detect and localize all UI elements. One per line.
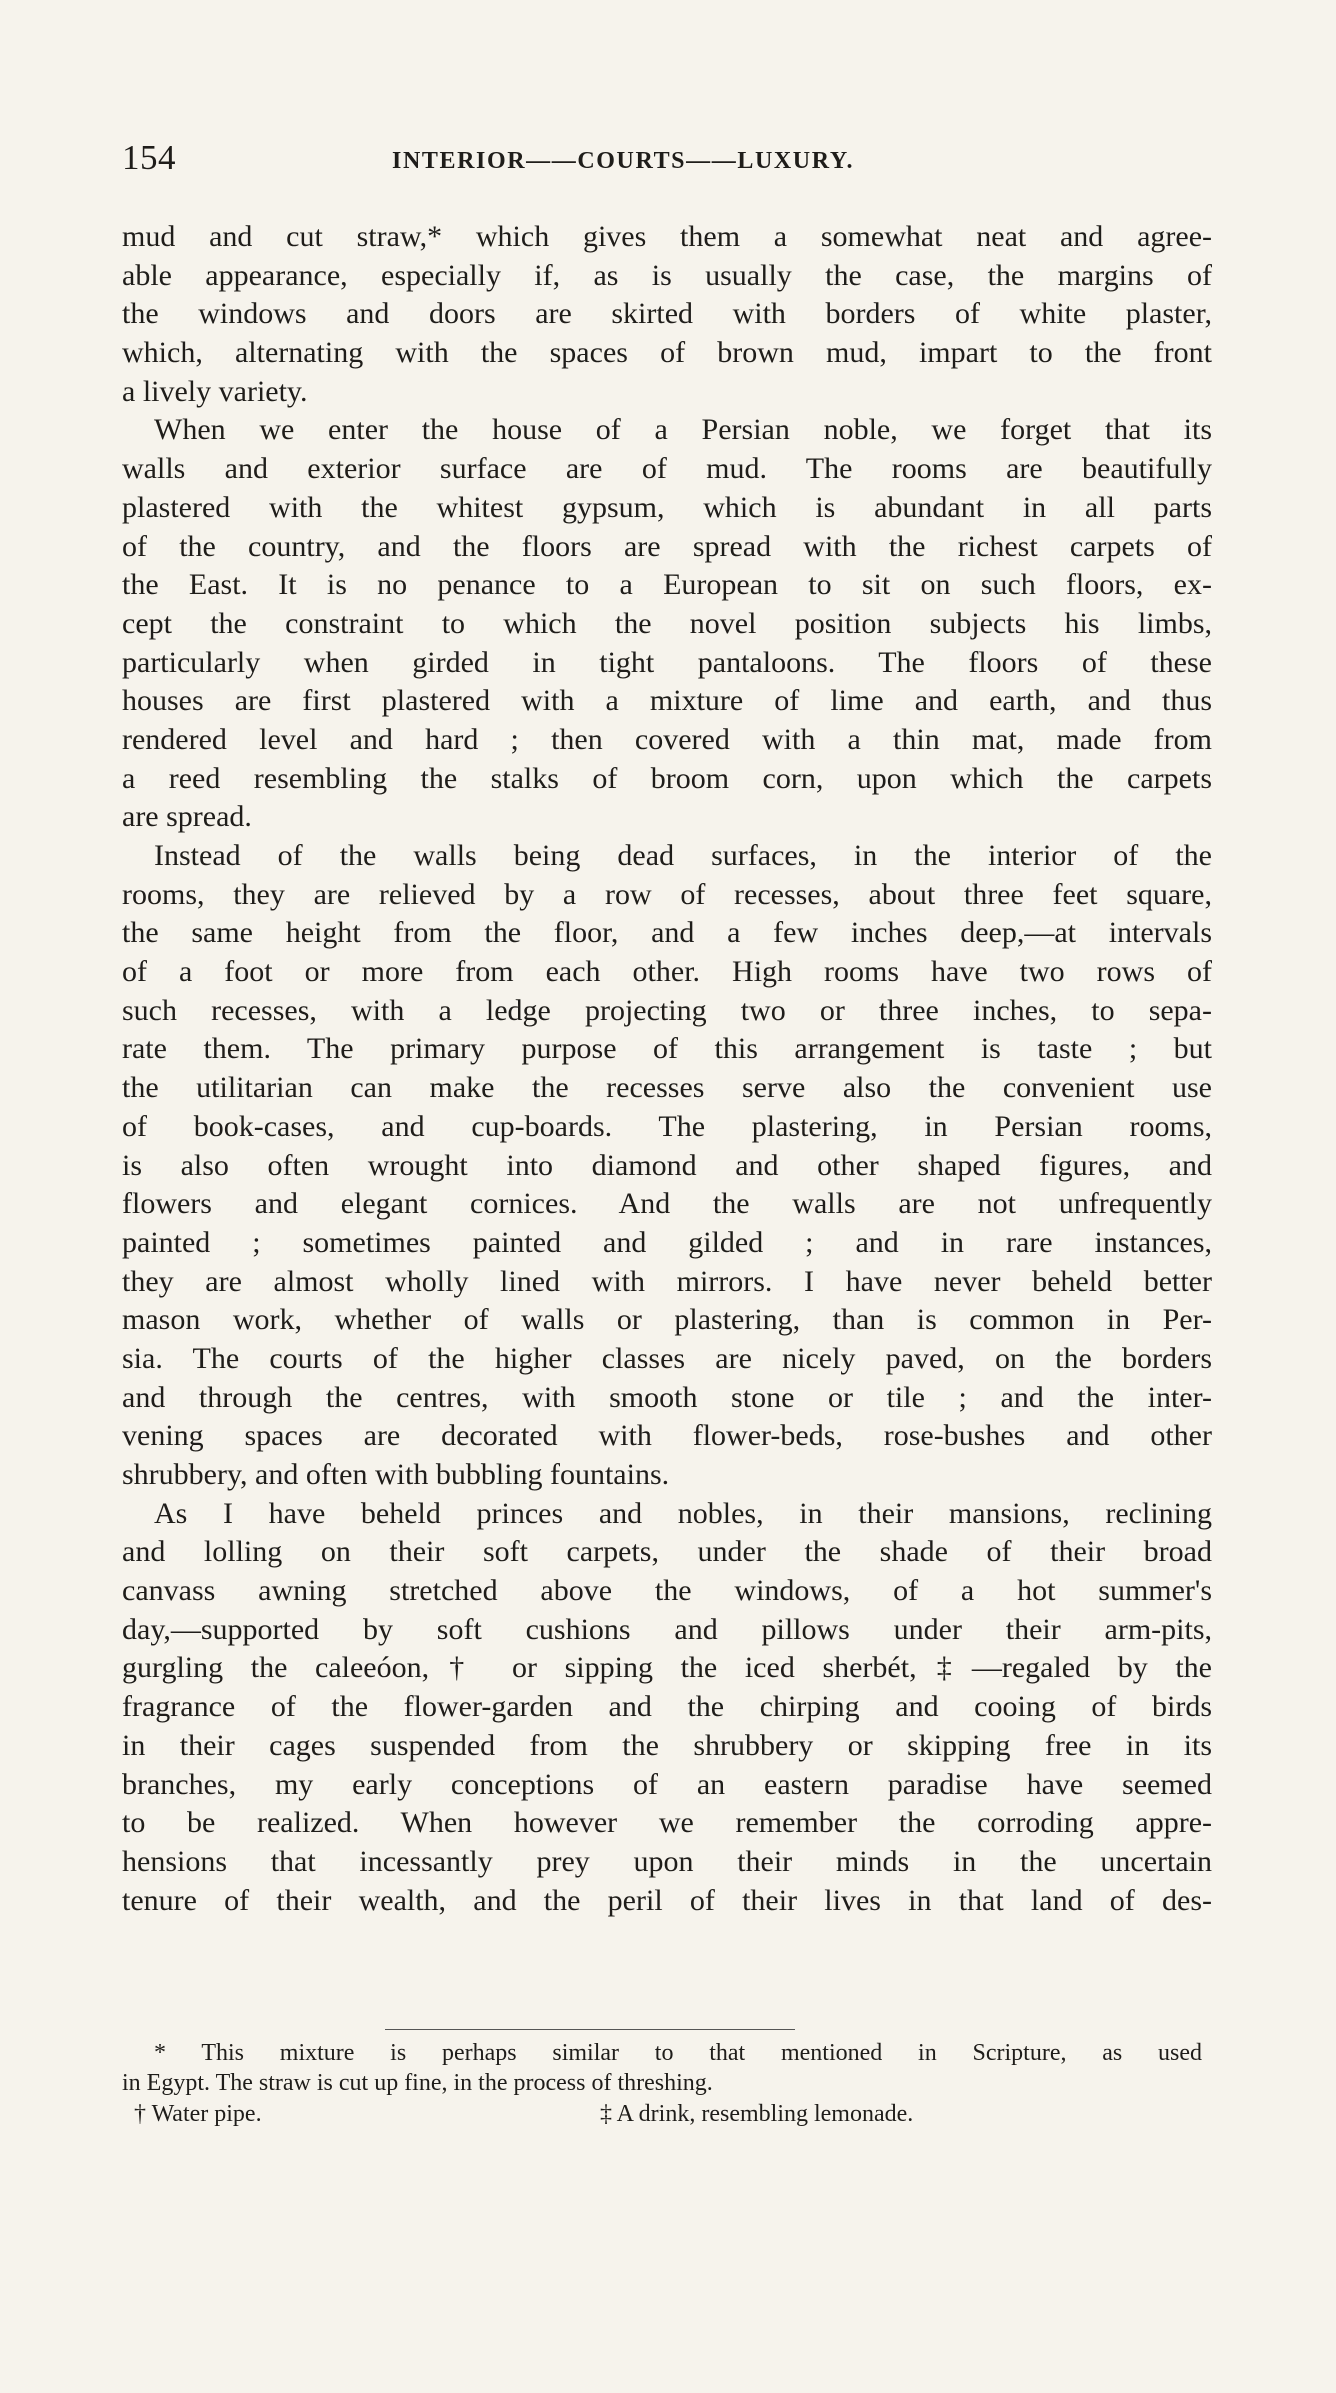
text-line: the same height from the floor, and a few inches deep,—at intervals — [122, 916, 1212, 950]
text-line: to be realized. When however we remember the corroding appre- — [122, 1806, 1212, 1840]
text-line: they are almost wholly lined with mirrors. I have never beheld better — [122, 1264, 1212, 1298]
text-line: plastered with the whitest gypsum, which is abundant in all parts — [122, 490, 1212, 524]
footnote-dagger: † Water pipe. — [134, 2101, 262, 2127]
footnote-line: * This mixture is perhaps similar to that mentioned in Scripture, as used — [154, 2040, 1202, 2066]
page-number: 154 — [122, 138, 176, 177]
footnote-double-dagger: ‡ A drink, resembling lemonade. — [600, 2101, 914, 2127]
text-line: day,—supported by soft cushions and pillows under their arm-pits, — [122, 1612, 1212, 1646]
text-line: a reed resembling the stalks of broom corn, upon which the carpets — [122, 761, 1212, 795]
text-line: of book-cases, and cup-boards. The plastering, in Persian rooms, — [122, 1109, 1212, 1143]
text-line: the East. It is no penance to a European to sit on such floors, ex- — [122, 568, 1212, 602]
text-line: which, alternating with the spaces of brown mud, impart to the front — [122, 336, 1212, 370]
text-line: As I have beheld princes and nobles, in their mansions, reclining — [154, 1496, 1212, 1530]
body-text — [122, 218, 1212, 1920]
text-line: sia. The courts of the higher classes are nicely paved, on the borders — [122, 1341, 1212, 1375]
text-line: mason work, whether of walls or plastering, than is common in Per- — [122, 1303, 1212, 1337]
text-line: a lively variety. — [122, 374, 308, 408]
text-line: mud and cut straw,* which gives them a somewhat neat and agree- — [122, 220, 1212, 253]
text-line: houses are first plastered with a mixture of lime and earth, and thus — [122, 684, 1212, 718]
text-line: of a foot or more from each other. High rooms have two rows of — [122, 955, 1212, 989]
text-line: particularly when girded in tight pantaloons. The floors of these — [122, 645, 1212, 679]
text-line: tenure of their wealth, and the peril of their lives in that land of des- — [122, 1883, 1212, 1917]
text-line: gurgling the caleeóon,† or sipping the iced sherbét,‡—regaled by the — [122, 1651, 1212, 1685]
text-line: such recesses, with a ledge projecting two or three inches, to sepa- — [122, 993, 1212, 1027]
text-line: and lolling on their soft carpets, under the shade of their broad — [122, 1535, 1212, 1569]
text-line: shrubbery, and often with bubbling fountains. — [122, 1458, 670, 1491]
text-line: hensions that incessantly prey upon their minds in the uncertain — [122, 1844, 1212, 1878]
text-line: rendered level and hard ; then covered with a thin mat, made from — [122, 722, 1212, 756]
text-line: are spread. — [122, 800, 252, 834]
text-line: fragrance of the flower-garden and the chirping and cooing of birds — [122, 1690, 1212, 1724]
text-line: walls and exterior surface are of mud. The rooms are beautifully — [122, 452, 1212, 486]
text-line: flowers and elegant cornices. And the walls are not unfrequently — [122, 1187, 1212, 1221]
text-line: painted ; sometimes painted and gilded ; and in rare instances, — [122, 1225, 1212, 1259]
page-header — [122, 138, 1212, 186]
footnote-line: in Egypt. The straw is cut up fine, in the process of threshing. — [122, 2070, 713, 2096]
footnote-row — [122, 2098, 1202, 2130]
text-line: cept the constraint to which the novel position subjects his limbs, — [122, 606, 1212, 640]
footnotes — [122, 2038, 1202, 2130]
text-line: canvass awning stretched above the windows, of a hot summer's — [122, 1574, 1212, 1608]
text-line: is also often wrought into diamond and other shaped figures, and — [122, 1148, 1212, 1182]
running-head: INTERIOR——COURTS——LUXURY. — [392, 148, 855, 174]
text-line: rate them. The primary purpose of this arrangement is taste ; but — [122, 1032, 1212, 1066]
text-line: able appearance, especially if, as is usually the case, the margins of — [122, 258, 1212, 292]
text-line: the windows and doors are skirted with borders of white plaster, — [122, 297, 1212, 331]
text-line: rooms, they are relieved by a row of recesses, about three feet square, — [122, 877, 1212, 911]
text-line: the utilitarian can make the recesses serve also the convenient use — [122, 1071, 1212, 1105]
text-line: vening spaces are decorated with flower-beds, rose-bushes and other — [122, 1419, 1212, 1453]
text-line: branches, my early conceptions of an eastern paradise have seemed — [122, 1767, 1212, 1801]
text-line: and through the centres, with smooth stone or tile ; and the inter- — [122, 1380, 1212, 1414]
footnote-divider — [385, 2029, 795, 2030]
text-line: of the country, and the floors are spread with the richest carpets of — [122, 529, 1212, 563]
text-line: Instead of the walls being dead surfaces, in the interior of the — [154, 839, 1212, 872]
text-line: When we enter the house of a Persian noble, we forget that its — [154, 413, 1212, 447]
text-line: in their cages suspended from the shrubbery or skipping free in its — [122, 1728, 1212, 1762]
